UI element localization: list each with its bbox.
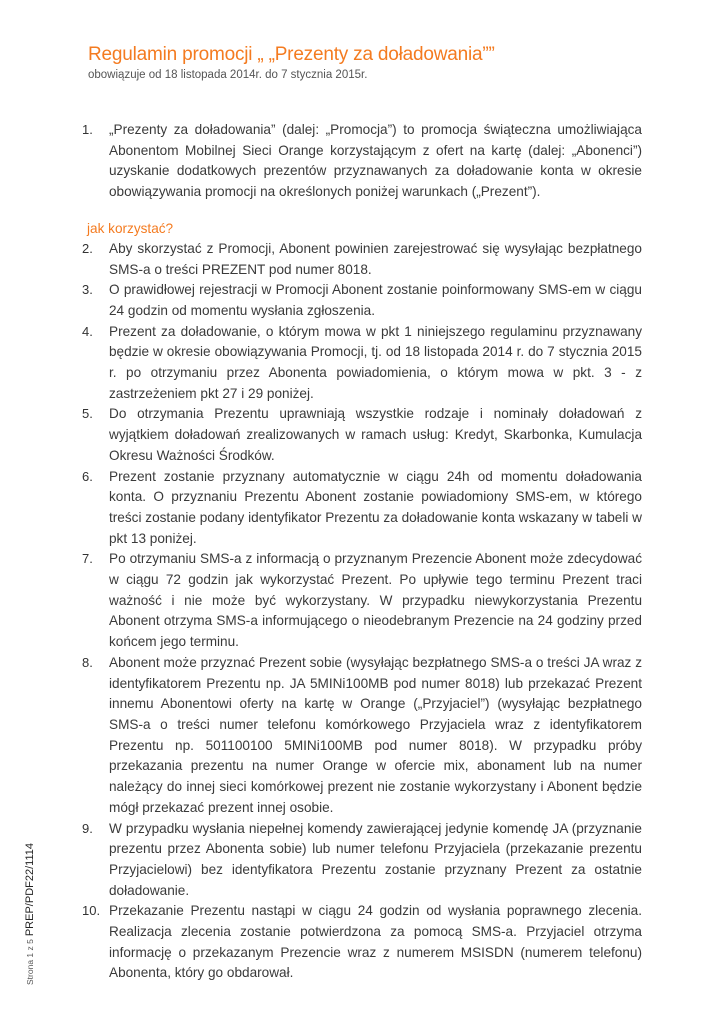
item-number: 1. (82, 122, 93, 137)
item-text: „Prezenty za doładowania” (dalej: „Promocja”) to promocja świąteczna umożliwiająca Abonentom Mobilnej Sieci Orange korzystającym z ofert na kartę (dalej: „Abonenci”) uzyskanie dodatkowych prezentów przyznawanych za doładowanie konta w okresie obowiązywania promocji na określonych poniżej warunkach („Prezent”). (109, 122, 642, 200)
list-item (82, 322, 642, 405)
validity-period: obowiązuje od 18 listopada 2014r. do 7 stycznia 2015r. (88, 69, 368, 81)
page-number: Strona 1 z 5 (25, 939, 35, 985)
list-item (82, 239, 642, 280)
item-text: Przekazanie Prezentu nastąpi w ciągu 24 godzin od wysłania poprawnego zlecenia. Realizacja zlecenia zostanie potwierdzona za pomocą SMS-a. Przyjaciel otrzyma informację o przekazanym Prezencie wraz z numerem MSISDN (numerem telefonu) Abonenta, który go obdarował. (109, 903, 642, 981)
list-item (82, 549, 642, 653)
page-title: Regulamin promocji „ „Prezenty za doładowania”” (88, 44, 495, 65)
item-text: O prawidłowej rejestracji w Promocji Abonent zostanie poinformowany SMS-em w ciągu 24 godzin od momentu wysłania zgłoszenia. (109, 282, 642, 318)
section-heading: jak korzystać? (87, 220, 174, 236)
regulations-list (82, 120, 642, 984)
item-number: 5. (82, 406, 93, 422)
item-text: Po otrzymaniu SMS-a z informacją o przyznanym Prezencie Abonent może zdecydować w ciągu 72 godzin jak wykorzystać Prezent. Po upływie tego terminu Prezent traci ważność i nie może być wykorzystany. W przypadku niewykorzystania Prezentu Abonent otrzyma SMS-a informującego o nieodebranym Prezencie na 24 godziny przed końcem jego terminu. (109, 551, 642, 650)
list-item (82, 280, 642, 321)
list-item (82, 467, 642, 550)
item-number: 6. (82, 468, 93, 484)
item-text: Aby skorzystać z Promocji, Abonent powinien zarejestrować się wysyłając bezpłatnego SMS-a o treści PREZENT pod numer 8018. (109, 240, 642, 277)
item-number: 3. (82, 282, 93, 298)
item-number: 2. (82, 240, 93, 256)
item-number: 10. (82, 903, 101, 919)
list-item (82, 404, 642, 466)
item-number: 4. (82, 323, 93, 339)
item-text: Prezent zostanie przyznany automatycznie w ciągu 24h od momentu doładowania konta. O przyznaniu Prezentu Abonent zostanie powiadomiony SMS-em, w którego treści zostanie podany identyfikator Prezentu za doładowanie konta wskazany w tabeli w pkt 13 poniżej. (109, 468, 642, 546)
item-text: Do otrzymania Prezentu uprawniają wszystkie rodzaje i nominały doładowań z wyjątkiem doładowań zrealizowanych w ramach usług: Kredyt, Skarbonka, Kumulacja Okresu Ważności Środków. (109, 406, 642, 463)
item-text: Prezent za doładowanie, o którym mowa w pkt 1 niniejszego regulaminu przyznawany będzie w okresie obowiązywania Promocji, tj. od 18 listopada 2014 r. do 7 stycznia 2015 r. po otrzymaniu przez Abonenta powiadomienia, o którym mowa w pkt. 3 - z zastrzeżeniem pkt 27 i 29 poniżej. (109, 323, 642, 401)
item-number: 7. (82, 551, 93, 567)
item-number: 9. (82, 820, 93, 836)
list-item (82, 901, 642, 984)
item-number: 8. (82, 654, 93, 670)
document-code: PREP/PDF22/1114 (24, 843, 36, 937)
list-item (82, 819, 642, 902)
page-footer (24, 843, 36, 985)
item-text: W przypadku wysłania niepełnej komendy zawierającej jedynie komendę JA (przyznanie prezentu przez Abonenta sobie) lub numer telefonu Przyjaciela (przekazanie prezentu Przyjacielowi) bez identyfikatora Prezentu zostanie przyznany Prezent za ostatnie doładowanie. (109, 820, 642, 898)
item-text: Abonent może przyznać Prezent sobie (wysyłając bezpłatnego SMS-a o treści JA wraz z identyfikatorem Prezentu np. JA 5MINi100MB pod numer 8018) lub przekazać Prezent innemu Abonentowi oferty na kartę w Orange („Przyjaciel”) (wysyłając bezpłatnego SMS-a o treści numer telefonu komórkowego Przyjaciela wraz z identyfikatorem Prezentu np. 501100100 5MINi100MB pod numer 8018). W przypadku próby przekazania prezentu na numer Orange w ofercie mix, abonament lub na numer należący do innej sieci komórkowej prezent nie zostanie wykorzystany i Abonent będzie mógł przekazać prezent innej osobie. (109, 654, 642, 815)
list-item (82, 120, 642, 203)
list-item (82, 653, 642, 819)
